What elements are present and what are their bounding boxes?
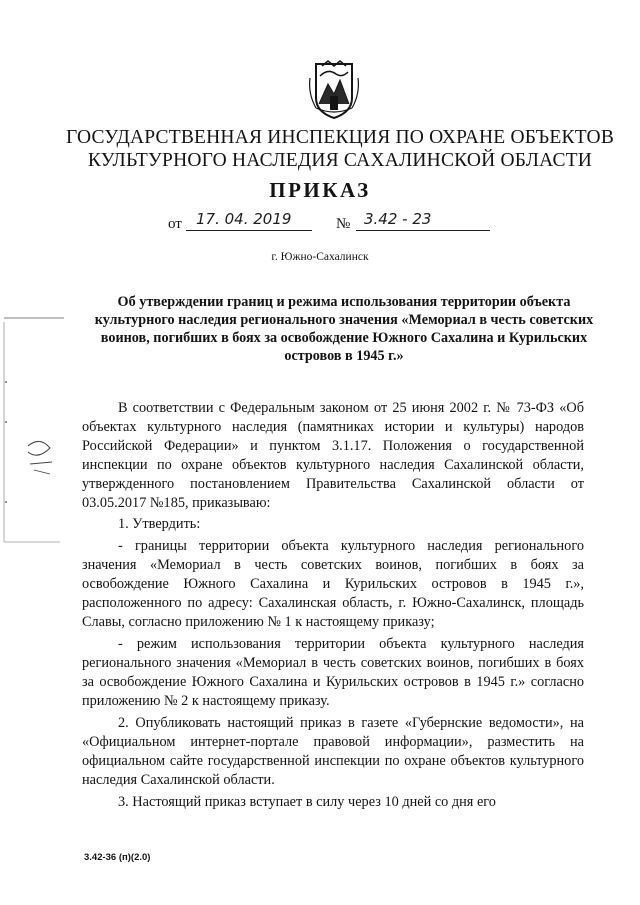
document-code: 3.42-36 (п)(2.0) bbox=[84, 852, 151, 863]
date-label: от bbox=[168, 216, 182, 232]
margin-stamp-icon bbox=[0, 312, 80, 552]
number-label: № bbox=[336, 216, 351, 232]
body-item-1b: - режим использования территории объекта культурного наследия регионального значения «Мемориал в честь советских воинов, погибших в боях за освобождение Южного Сахалина и Курильских островов в 1945 г.» согласно приложению № 2 к настоящему приказу. bbox=[82, 636, 584, 709]
organization-line-2: КУЛЬТУРНОГО НАСЛЕДИЯ САХАЛИНСКОЙ ОБЛАСТИ bbox=[87, 150, 593, 171]
document-subject: Об утверждении границ и режима использования территории объекта культурного наследия регионального значения «Мемориал в честь советских воинов, погибших в боях за освобождение Южного Сахалина и Курильских островов в 1945 г.» bbox=[94, 294, 594, 364]
document-body bbox=[82, 399, 584, 815]
coat-of-arms-icon bbox=[306, 58, 362, 120]
city: г. Южно-Сахалинск bbox=[271, 251, 369, 263]
number-underline bbox=[356, 230, 490, 231]
body-intro: В соответствии с Федеральным законом от 25 июня 2002 г. № 73-ФЗ «Об объектах культурного наследия (памятниках истории и культуры) народов Российской Федерации» и пунктом 3.1.17. Положения о государственной инспекции по охране объектов культурного наследия Сахалинской области, утвержденного постановлением Правительства Сахалинской области от 03.05.2017 №185, приказываю: bbox=[82, 400, 584, 511]
organization-line-1: ГОСУДАРСТВЕННАЯ ИНСПЕКЦИЯ ПО ОХРАНЕ ОБЪЕКТОВ bbox=[65, 127, 615, 148]
body-item-1a: - границы территории объекта культурного наследия регионального значения «Мемориал в честь советских воинов, погибших в боях за освобождение Южного Сахалина и Курильских островов в 1945 г.», расположенного по адресу: Сахалинская область, г. Южно-Сахалинск, площадь Славы, согласно приложению № 1 к настоящему приказу; bbox=[82, 538, 584, 630]
organization-name bbox=[60, 126, 620, 172]
body-item-3: 3. Настоящий приказ вступает в силу через 10 дней со дня его bbox=[118, 794, 496, 810]
body-item-1: 1. Утвердить: bbox=[118, 516, 201, 532]
date-underline bbox=[186, 230, 312, 231]
date-value: 17. 04. 2019 bbox=[196, 210, 292, 228]
document-type: ПРИКАЗ bbox=[269, 178, 371, 202]
body-item-2: 2. Опубликовать настоящий приказ в газете «Губернские ведомости», на «Официальном интернет-портале правовой информации», разместить на официальном сайте государственной инспекции по охране объектов культурного наследия Сахалинской области. bbox=[82, 715, 584, 788]
number-value: 3.42 - 23 bbox=[364, 210, 432, 228]
